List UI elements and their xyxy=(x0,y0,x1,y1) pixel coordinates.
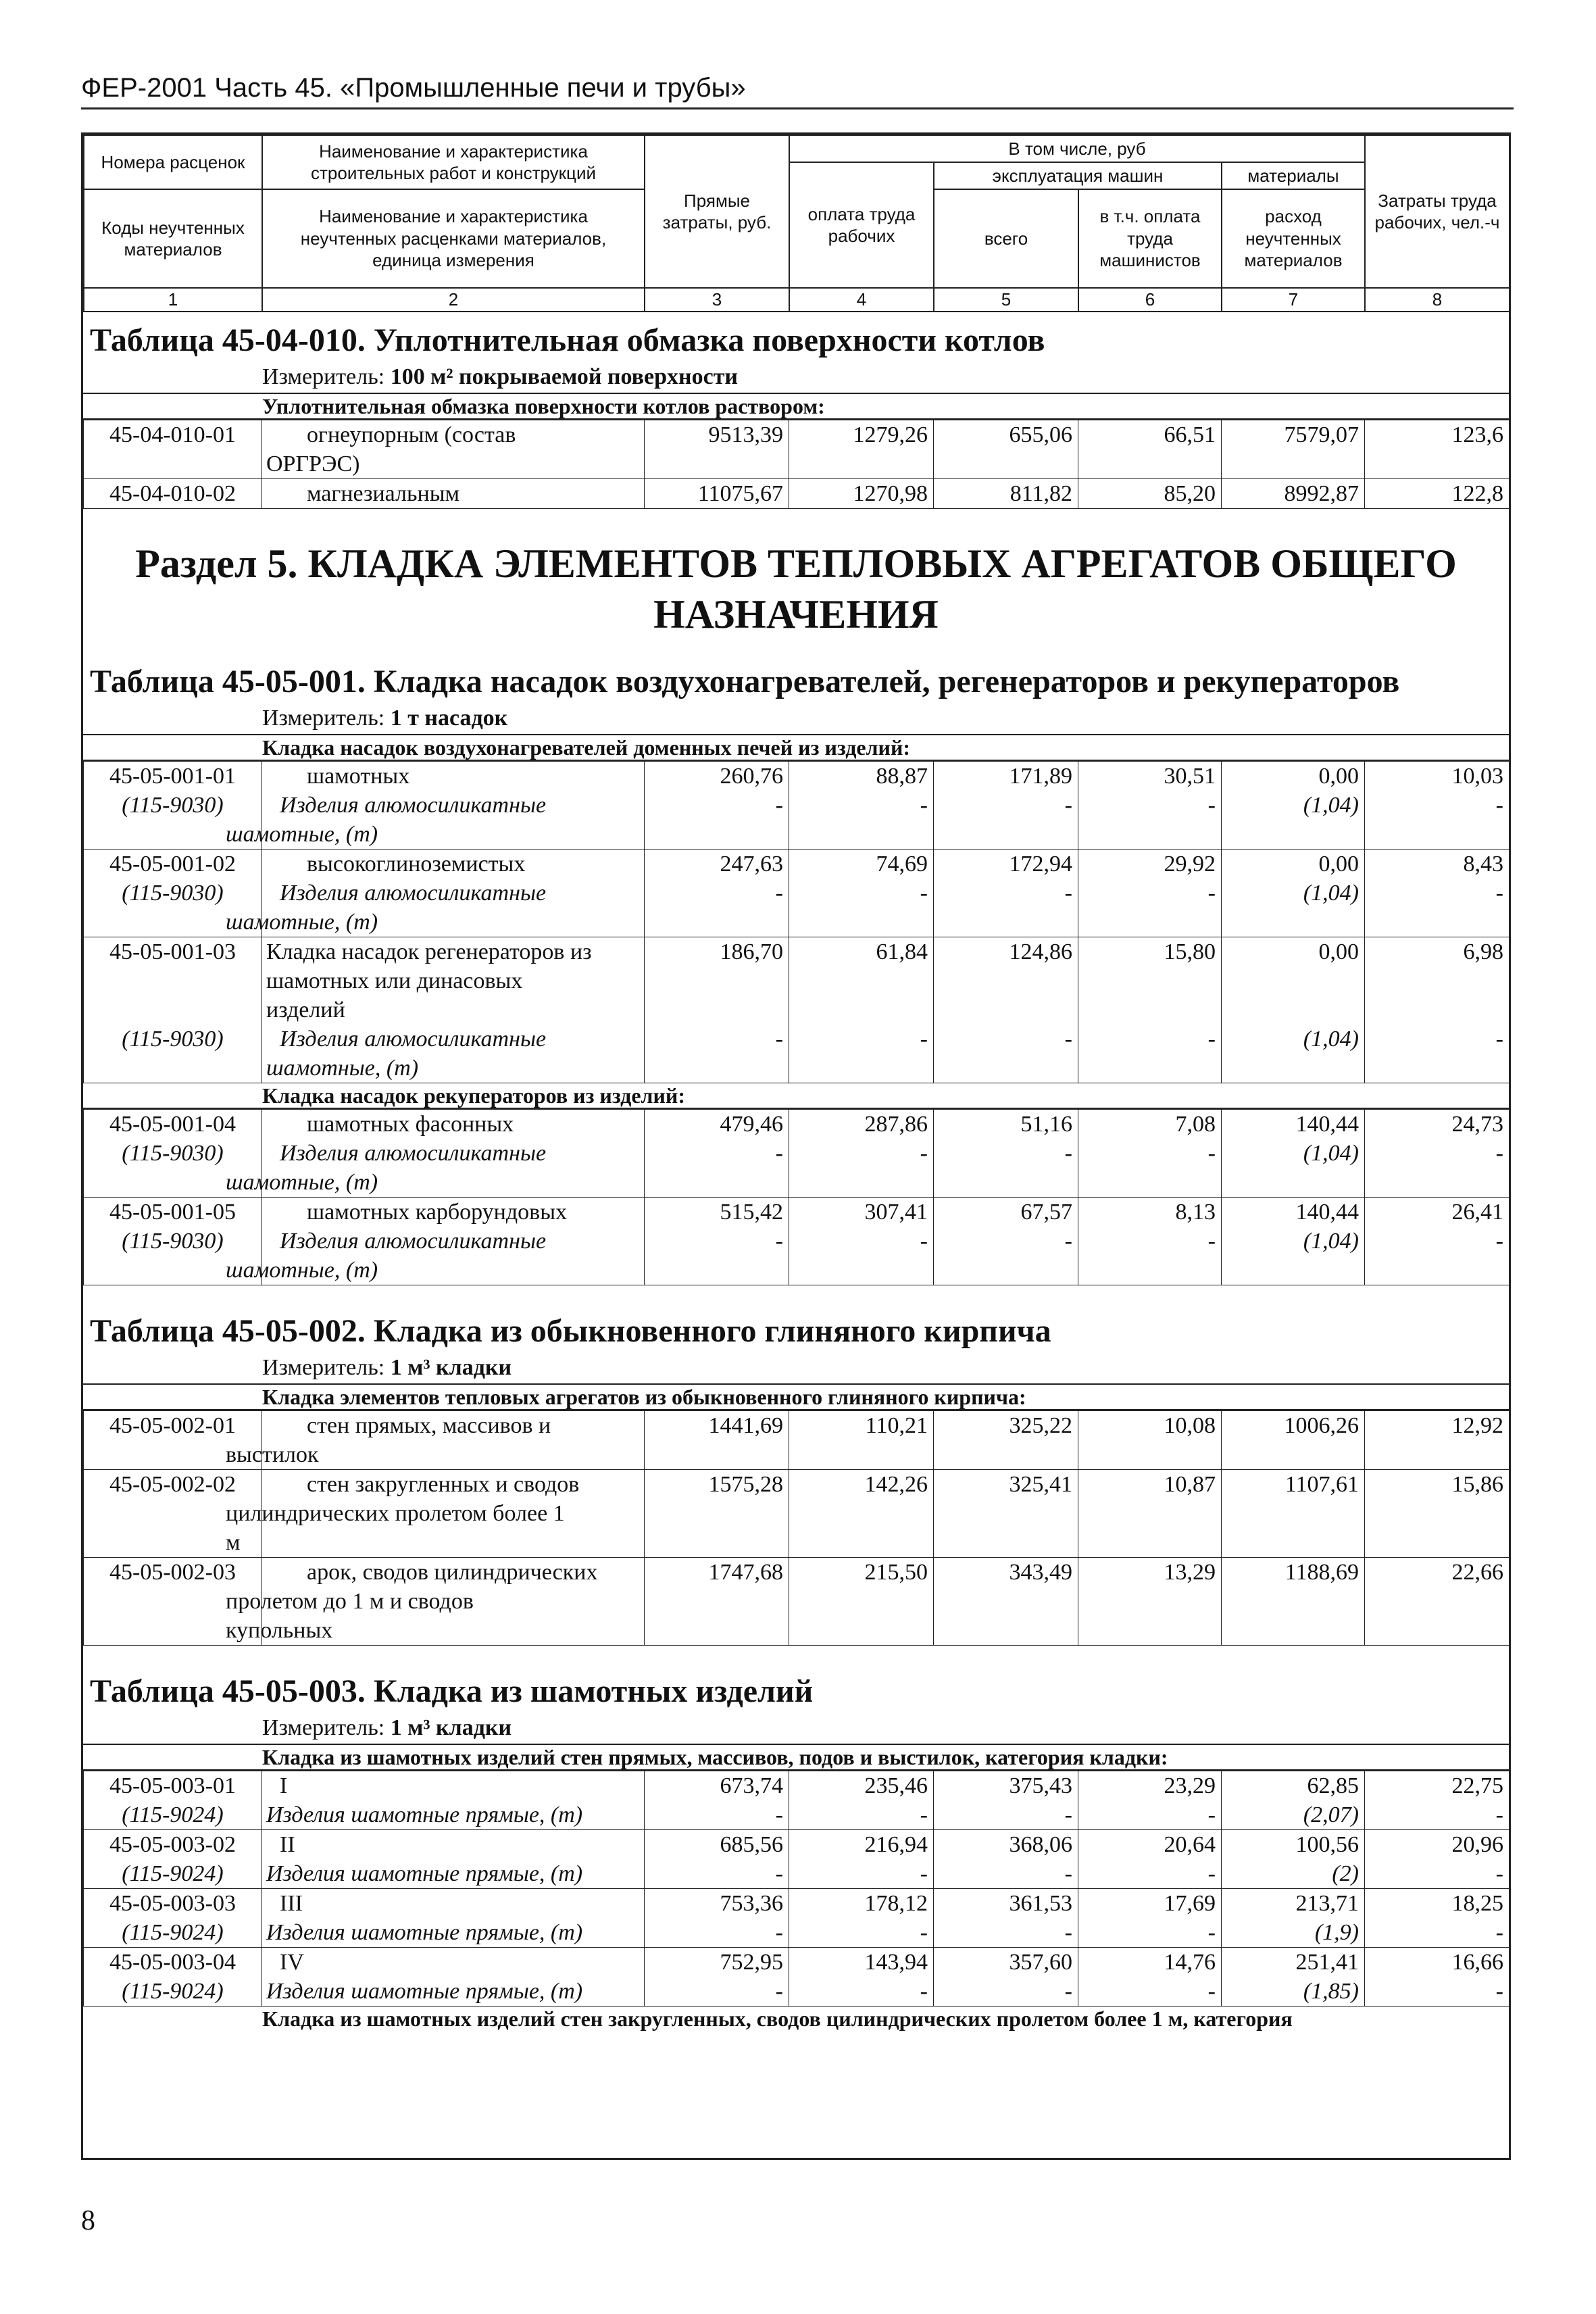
work-name: IV Изделия шамотные прямые, (т) xyxy=(262,1947,645,2006)
col-in-that-header: В том числе, руб xyxy=(789,135,1365,162)
machines-total: 325,41 xyxy=(934,1469,1078,1557)
operator-pay: 7,08 - xyxy=(1078,1109,1222,1197)
operator-pay: 29,92 - xyxy=(1078,849,1222,937)
section-heading-line-2: НАЗНАЧЕНИЯ xyxy=(653,591,939,637)
col-operator-pay-header: в т.ч. оплата труда машинистов xyxy=(1078,189,1222,288)
machines-total: 67,57 - xyxy=(934,1197,1078,1285)
labor-pay: 1279,26 xyxy=(789,420,934,478)
table-title: Таблица 45-05-001. Кладка насадок воздухонагревателей, регенераторов и рекуператоров xyxy=(90,663,1400,699)
materials: 1188,69 xyxy=(1222,1557,1365,1645)
labor-hours: 22,75 - xyxy=(1365,1771,1510,1829)
table-row xyxy=(84,1197,1510,1285)
col-num-7: 7 xyxy=(1222,288,1365,312)
materials: 140,44 (1,04) xyxy=(1222,1197,1365,1285)
machines-total: 368,06 - xyxy=(934,1829,1078,1888)
labor-pay: 235,46 - xyxy=(789,1771,934,1829)
labor-pay: 1270,98 xyxy=(789,478,934,508)
work-name: стен закругленных и сводов цилиндрических пролетом более 1 м xyxy=(262,1469,645,1557)
group-header: Кладка из шамотных изделий стен прямых, массивов, подов и выстилок, категория кладки: xyxy=(83,1745,1509,1771)
work-name: III Изделия шамотные прямые, (т) xyxy=(262,1888,645,1947)
operator-pay: 13,29 xyxy=(1078,1557,1222,1645)
section-heading xyxy=(83,509,1509,654)
col-material-name-header: Наименование и характеристика неучтенных расценками материалов, единица измерения xyxy=(262,189,645,288)
col-material-use-header: расход неучтенных материалов xyxy=(1222,189,1365,288)
col-num-6: 6 xyxy=(1078,288,1222,312)
table-row xyxy=(84,1829,1510,1888)
col-num-3: 3 xyxy=(645,288,789,312)
materials: 62,85 (2,07) xyxy=(1222,1771,1365,1829)
col-direct-costs-header: Прямые затраты, руб. xyxy=(645,135,789,288)
machines-total: 124,86 - xyxy=(934,937,1078,1083)
group-header: Кладка из шамотных изделий стен закругленных, сводов цилиндрических пролетом более 1 м, категория xyxy=(262,2006,1293,2031)
direct-costs: 260,76 - xyxy=(645,761,789,849)
labor-hours: 8,43 - xyxy=(1365,849,1510,937)
machines-total: 655,06 xyxy=(934,420,1078,478)
operator-pay: 10,08 xyxy=(1078,1410,1222,1469)
labor-pay: 178,12 - xyxy=(789,1888,934,1947)
work-name: I Изделия шамотные прямые, (т) xyxy=(262,1771,645,1829)
operator-pay: 8,13 - xyxy=(1078,1197,1222,1285)
labor-hours: 122,8 xyxy=(1365,478,1510,508)
table-row xyxy=(84,761,1510,849)
table-row xyxy=(84,1469,1510,1557)
labor-pay: 215,50 xyxy=(789,1557,934,1645)
group-header: Кладка элементов тепловых агрегатов из обыкновенного глиняного кирпича: xyxy=(83,1385,1509,1410)
col-num-4: 4 xyxy=(789,288,934,312)
labor-pay: 287,86 - xyxy=(789,1109,934,1197)
rates-table-45-05-001-part-1 xyxy=(83,761,1510,1083)
rate-code: 45-05-003-03 (115-9024) xyxy=(84,1888,262,1947)
rate-code: 45-05-002-03 xyxy=(84,1557,262,1645)
machines-total: 325,22 xyxy=(934,1410,1078,1469)
col-num-2: 2 xyxy=(262,288,645,312)
rates-table-frame xyxy=(81,132,1511,2160)
direct-costs: 1575,28 xyxy=(645,1469,789,1557)
col-num-1: 1 xyxy=(84,288,262,312)
col-num-8: 8 xyxy=(1365,288,1510,312)
work-name: высокоглиноземистых Изделия алюмосиликатные шамотные, (т) xyxy=(262,849,645,937)
direct-costs: 753,36 - xyxy=(645,1888,789,1947)
measure-unit: Измеритель: 100 м² покрываемой поверхности xyxy=(83,362,1509,394)
labor-pay: 142,26 xyxy=(789,1469,934,1557)
machines-total: 375,43 - xyxy=(934,1771,1078,1829)
table-row xyxy=(84,849,1510,937)
table-row xyxy=(84,1771,1510,1829)
work-name: Кладка насадок регенераторов из шамотных или динасовых изделий Изделия алюмосиликатные шамотные, (т) xyxy=(262,937,645,1083)
direct-costs: 186,70 - xyxy=(645,937,789,1083)
group-header: Уплотнительная обмазка поверхности котлов раствором: xyxy=(83,394,1509,420)
measure-unit: Измеритель: 1 м³ кладки xyxy=(83,1352,1509,1385)
operator-pay: 23,29 - xyxy=(1078,1771,1222,1829)
materials: 8992,87 xyxy=(1222,478,1365,508)
col-work-name-header: Наименование и характеристика строительных работ и конструкций xyxy=(262,135,645,189)
rates-table-45-05-001-part-2 xyxy=(83,1109,1510,1285)
labor-hours: 18,25 - xyxy=(1365,1888,1510,1947)
table-row xyxy=(84,1947,1510,2006)
table-title: Таблица 45-05-002. Кладка из обыкновенного глиняного кирпича xyxy=(90,1312,1051,1349)
rate-code: 45-05-001-01 (115-9030) xyxy=(84,761,262,849)
materials: 140,44 (1,04) xyxy=(1222,1109,1365,1197)
col-machines-total-header: всего xyxy=(934,189,1078,288)
machines-total: 343,49 xyxy=(934,1557,1078,1645)
labor-hours: 22,66 xyxy=(1365,1557,1510,1645)
materials: 100,56 (2) xyxy=(1222,1829,1365,1888)
labor-pay: 88,87 - xyxy=(789,761,934,849)
direct-costs: 673,74 - xyxy=(645,1771,789,1829)
direct-costs: 1441,69 xyxy=(645,1410,789,1469)
col-labor-hours-header: Затраты труда рабочих, чел.-ч xyxy=(1365,135,1510,288)
labor-hours: 26,41 - xyxy=(1365,1197,1510,1285)
table-title: Таблица 45-04-010. Уплотнительная обмазка поверхности котлов xyxy=(90,322,1045,358)
table-row xyxy=(84,478,1510,508)
operator-pay: 30,51 - xyxy=(1078,761,1222,849)
table-row xyxy=(84,1410,1510,1469)
operator-pay: 20,64 - xyxy=(1078,1829,1222,1888)
machines-total: 811,82 xyxy=(934,478,1078,508)
machines-total: 361,53 - xyxy=(934,1888,1078,1947)
materials: 251,41 (1,85) xyxy=(1222,1947,1365,2006)
machines-total: 357,60 - xyxy=(934,1947,1078,2006)
labor-hours: 15,86 xyxy=(1365,1469,1510,1557)
measure-unit: Измеритель: 1 м³ кладки xyxy=(83,1713,1509,1745)
rates-table-45-05-003 xyxy=(83,1771,1510,2007)
group-header: Кладка насадок рекуператоров из изделий: xyxy=(83,1083,1509,1109)
labor-pay: 110,21 xyxy=(789,1410,934,1469)
work-name: шамотных карборундовых Изделия алюмосиликатные шамотные, (т) xyxy=(262,1197,645,1285)
operator-pay: 85,20 xyxy=(1078,478,1222,508)
machines-total: 51,16 - xyxy=(934,1109,1078,1197)
direct-costs: 9513,39 xyxy=(645,420,789,478)
direct-costs: 752,95 - xyxy=(645,1947,789,2006)
table-row xyxy=(84,1557,1510,1645)
labor-pay: 61,84 - xyxy=(789,937,934,1083)
rate-code: 45-05-003-04 (115-9024) xyxy=(84,1947,262,2006)
labor-hours: 10,03 - xyxy=(1365,761,1510,849)
materials: 1006,26 xyxy=(1222,1410,1365,1469)
rate-code: 45-04-010-02 xyxy=(84,478,262,508)
page-number: 8 xyxy=(81,2205,95,2236)
direct-costs: 479,46 - xyxy=(645,1109,789,1197)
work-name: огнеупорным (состав ОРГРЭС) xyxy=(262,420,645,478)
direct-costs: 685,56 - xyxy=(645,1829,789,1888)
rate-code: 45-04-010-01 xyxy=(84,420,262,478)
rates-table-45-05-002 xyxy=(83,1410,1510,1646)
work-name: арок, сводов цилиндрических пролетом до 1 м и сводов купольных xyxy=(262,1557,645,1645)
rate-code: 45-05-001-04 (115-9030) xyxy=(84,1109,262,1197)
col-material-codes-header: Коды неучтенных материалов xyxy=(84,189,262,288)
materials: 7579,07 xyxy=(1222,420,1365,478)
machines-total: 172,94 - xyxy=(934,849,1078,937)
materials: 1107,61 xyxy=(1222,1469,1365,1557)
col-machines-header: эксплуатация машин xyxy=(934,162,1222,189)
column-header xyxy=(83,134,1510,312)
table-row xyxy=(84,1888,1510,1947)
direct-costs: 1747,68 xyxy=(645,1557,789,1645)
work-name: шамотных Изделия алюмосиликатные шамотные, (т) xyxy=(262,761,645,849)
operator-pay: 17,69 - xyxy=(1078,1888,1222,1947)
page-header: ФЕР-2001 Часть 45. «Промышленные печи и трубы» xyxy=(81,73,1514,109)
labor-hours: 123,6 xyxy=(1365,420,1510,478)
labor-hours: 24,73 - xyxy=(1365,1109,1510,1197)
labor-pay: 143,94 - xyxy=(789,1947,934,2006)
rate-code: 45-05-001-03 (115-9030) xyxy=(84,937,262,1083)
work-name: II Изделия шамотные прямые, (т) xyxy=(262,1829,645,1888)
section-heading-line-1: Раздел 5. КЛАДКА ЭЛЕМЕНТОВ ТЕПЛОВЫХ АГРЕГАТОВ ОБЩЕГО xyxy=(135,541,1457,586)
table-row xyxy=(84,1109,1510,1197)
col-labor-pay-header: оплата труда рабочих xyxy=(789,162,934,288)
group-header: Кладка насадок воздухонагревателей доменных печей из изделий: xyxy=(83,735,1509,761)
labor-hours: 16,66 - xyxy=(1365,1947,1510,2006)
direct-costs: 515,42 - xyxy=(645,1197,789,1285)
direct-costs: 11075,67 xyxy=(645,478,789,508)
operator-pay: 66,51 xyxy=(1078,420,1222,478)
labor-hours: 20,96 - xyxy=(1365,1829,1510,1888)
table-row xyxy=(84,420,1510,478)
col-num-5: 5 xyxy=(934,288,1078,312)
table-row xyxy=(84,937,1510,1083)
direct-costs: 247,63 - xyxy=(645,849,789,937)
work-name: магнезиальным xyxy=(262,478,645,508)
materials: 213,71 (1,9) xyxy=(1222,1888,1365,1947)
labor-hours: 12,92 xyxy=(1365,1410,1510,1469)
rate-code: 45-05-003-01 (115-9024) xyxy=(84,1771,262,1829)
work-name: шамотных фасонных Изделия алюмосиликатные шамотные, (т) xyxy=(262,1109,645,1197)
operator-pay: 14,76 - xyxy=(1078,1947,1222,2006)
labor-hours: 6,98 - xyxy=(1365,937,1510,1083)
labor-pay: 307,41 - xyxy=(789,1197,934,1285)
rate-code: 45-05-002-01 xyxy=(84,1410,262,1469)
rates-table-45-04-010 xyxy=(83,420,1510,509)
col-rate-number-header: Номера расценок xyxy=(84,135,262,189)
rate-code: 45-05-002-02 xyxy=(84,1469,262,1557)
labor-pay: 216,94 - xyxy=(789,1829,934,1888)
materials: 0,00 (1,04) xyxy=(1222,849,1365,937)
work-name: стен прямых, массивов и выстилок xyxy=(262,1410,645,1469)
rate-code: 45-05-003-02 (115-9024) xyxy=(84,1829,262,1888)
col-materials-header: материалы xyxy=(1222,162,1365,189)
rate-code: 45-05-001-02 (115-9030) xyxy=(84,849,262,937)
rate-code: 45-05-001-05 (115-9030) xyxy=(84,1197,262,1285)
materials: 0,00 (1,04) xyxy=(1222,937,1365,1083)
materials: 0,00 (1,04) xyxy=(1222,761,1365,849)
table-title: Таблица 45-05-003. Кладка из шамотных изделий xyxy=(90,1673,814,1709)
labor-pay: 74,69 - xyxy=(789,849,934,937)
measure-unit: Измеритель: 1 т насадок xyxy=(83,703,1509,735)
operator-pay: 10,87 xyxy=(1078,1469,1222,1557)
machines-total: 171,89 - xyxy=(934,761,1078,849)
operator-pay: 15,80 - xyxy=(1078,937,1222,1083)
